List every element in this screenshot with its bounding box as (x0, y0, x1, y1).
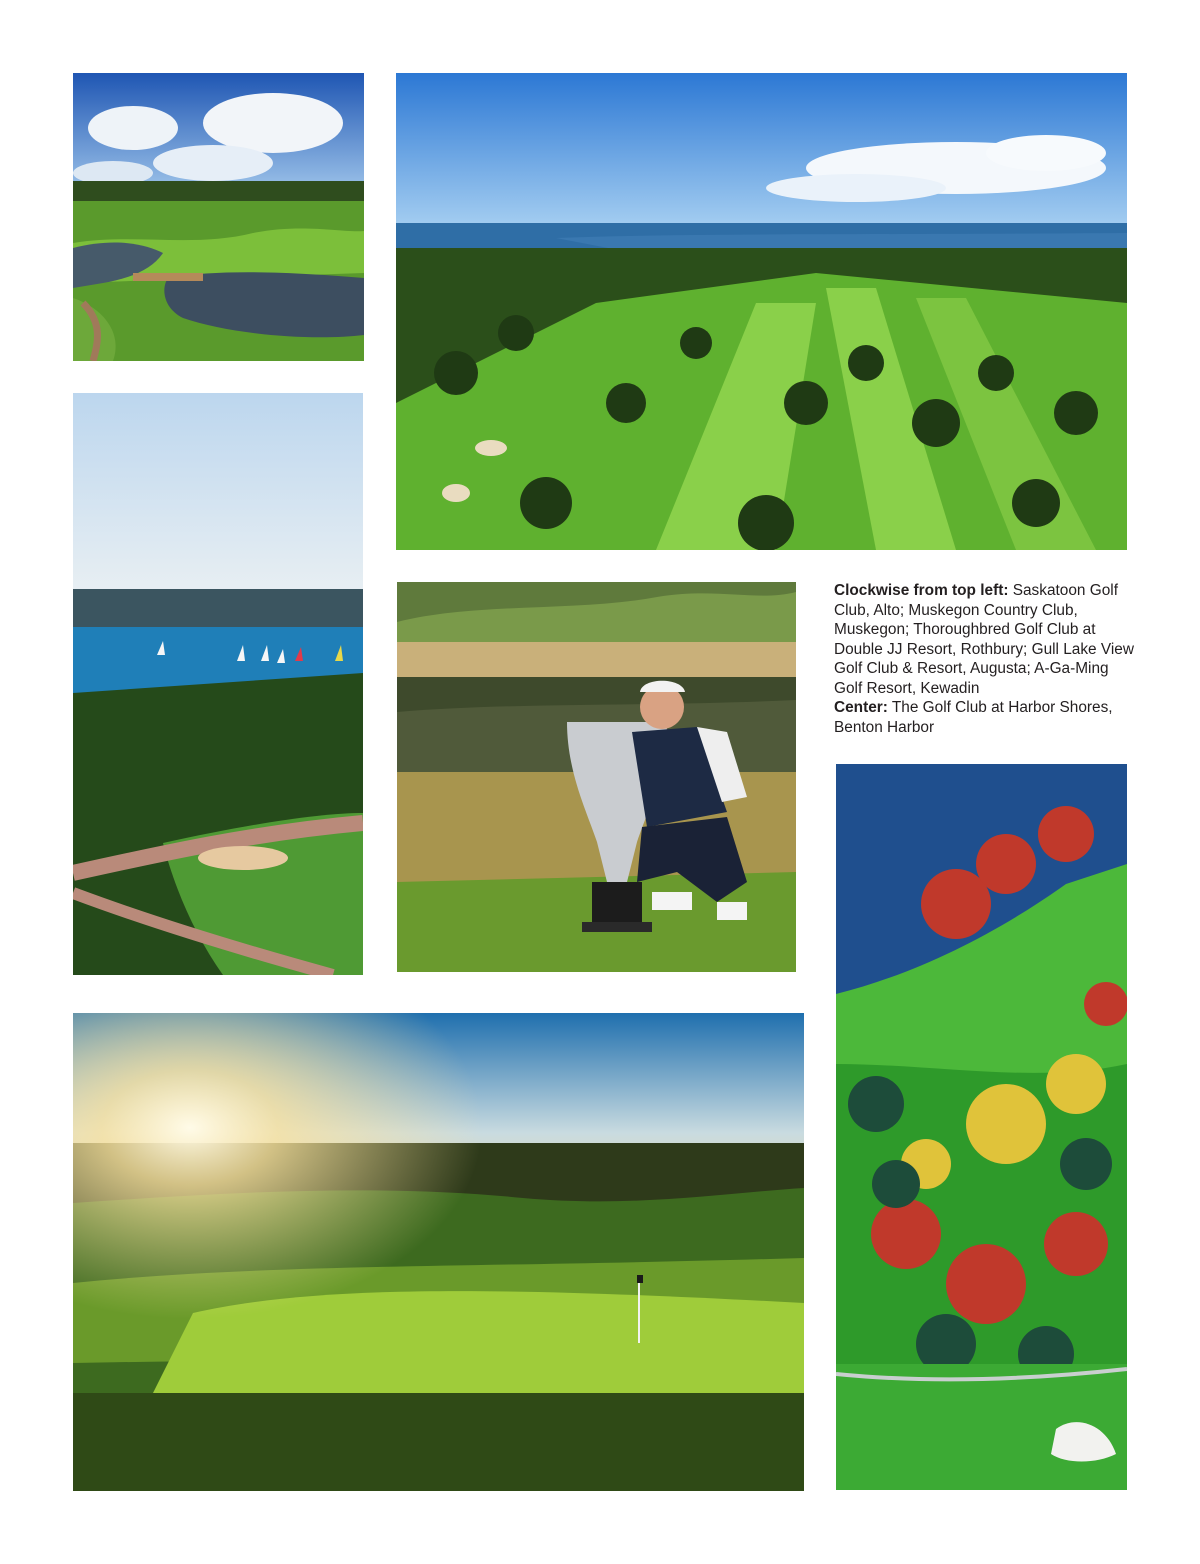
photo-saskatoon-golf-club (73, 73, 364, 361)
caption-text-clockwise: Saskatoon Golf Club, Alto; Muskegon Country Club, Muskegon; Thoroughbred Golf Club at Double JJ Resort, Rothbury; Gull Lake View Golf Club & Resort, Augusta; A-Ga-Ming Golf Resort, Kewadin (834, 582, 1134, 697)
caption-lead-clockwise: Clockwise from top left: (834, 582, 1009, 599)
photo-muskegon-country-club (396, 73, 1127, 550)
photo-harbor-shores-golfer-trophy (397, 582, 796, 972)
caption-text-center: The Golf Club at Harbor Shores, Benton Harbor (834, 699, 1113, 736)
photo-gull-lake-view-golf-club (73, 393, 363, 975)
photo-a-ga-ming-golf-resort (836, 764, 1127, 1490)
photo-caption (834, 581, 1134, 737)
photo-thoroughbred-golf-club-sunrise (73, 1013, 804, 1491)
caption-lead-center: Center: (834, 699, 888, 716)
